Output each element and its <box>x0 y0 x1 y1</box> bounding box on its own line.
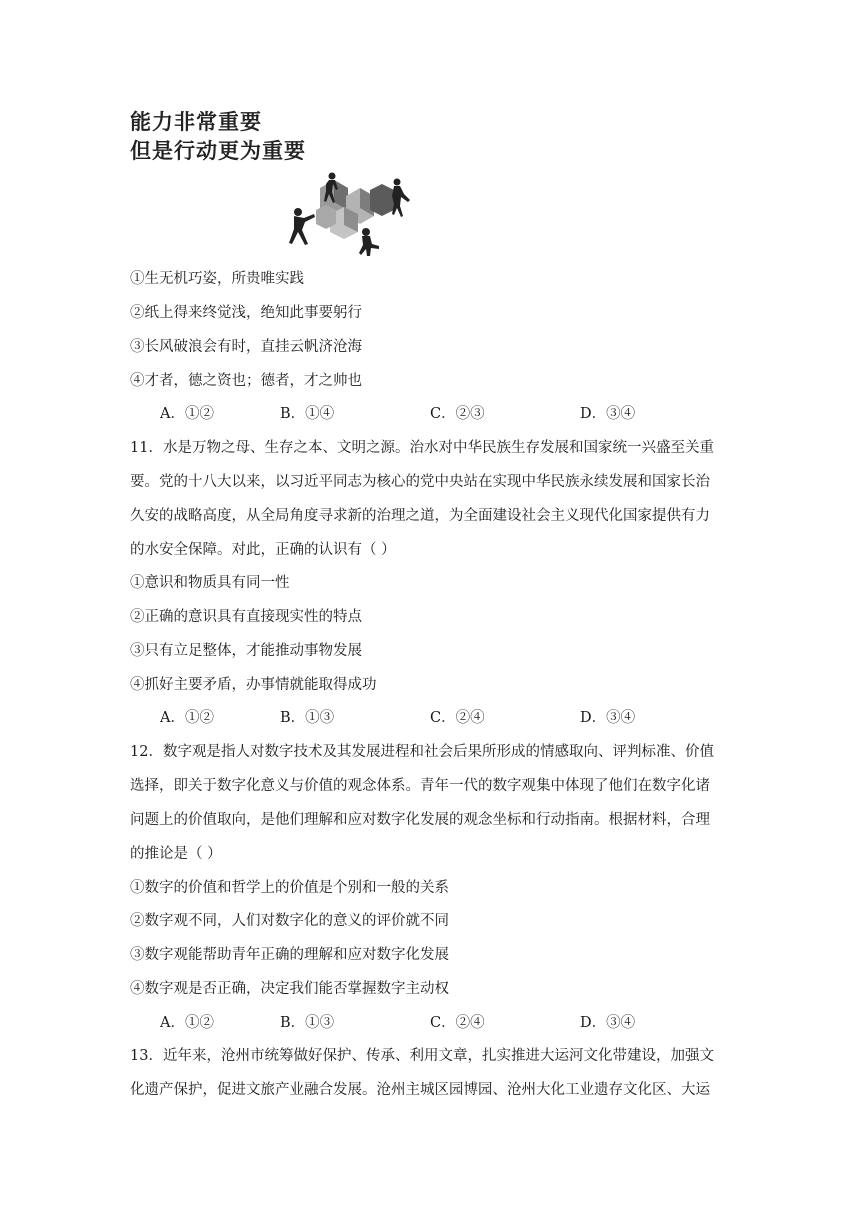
q11-stem-line-2: 要。党的十八大以来，以习近平同志为核心的党中央站在实现中华民族永续发展和国家长治 <box>130 474 710 490</box>
q10-option-c[interactable]: C．②③ <box>430 406 485 422</box>
q12-stem-line-4: 的推论是（ ） <box>130 846 222 862</box>
q11-item-2: ②正确的意识具有直接现实性的特点 <box>130 609 362 625</box>
q12-stem-line-2: 选择，即关于数字化意义与价值的观念体系。青年一代的数字观集中体现了他们在数字化诸 <box>130 778 710 794</box>
q11-stem-line-1: 11．水是万物之母、生存之本、文明之源。治水对中华民族生存发展和国家统一兴盛至关重 <box>130 440 714 456</box>
q11-stem-line-4: 的水安全保障。对此，正确的认识有（ ） <box>130 542 396 558</box>
q10-option-b[interactable]: B．①④ <box>280 406 335 422</box>
q12-option-d[interactable]: D．③④ <box>580 1015 636 1031</box>
q13-stem-line-1: 13．近年来，沧州市统筹做好保护、传承、利用文章，扎实推进大运河文化带建设，加强文 <box>130 1048 714 1064</box>
cartoon-image <box>130 108 430 268</box>
q12-item-4: ④数字观是否正确，决定我们能否掌握数字主动权 <box>130 981 449 997</box>
q10-item-1: ①生无机巧姿，所贵唯实践 <box>130 271 304 287</box>
q12-stem-line-1: 12．数字观是指人对数字技术及其发展进程和社会后果所形成的情感取向、评判标准、价值 <box>130 744 714 760</box>
q12-item-1: ①数字的价值和哲学上的价值是个别和一般的关系 <box>130 880 449 896</box>
q12-option-a[interactable]: A．①② <box>160 1015 214 1031</box>
cartoon-title-line-1: 能力非常重要 <box>130 110 262 134</box>
people-pushing-blocks-illustration <box>280 170 415 262</box>
q13-stem-line-2: 化遗产保护，促进文旅产业融合发展。沧州主城区园博园、沧州大化工业遗存文化区、大运 <box>130 1082 710 1098</box>
q10-option-d[interactable]: D．③④ <box>580 406 636 422</box>
q12-option-c[interactable]: C．②④ <box>430 1015 485 1031</box>
q12-stem-line-3: 问题上的价值取向，是他们理解和应对数字化发展的观念坐标和行动指南。根据材料，合理 <box>130 812 710 828</box>
q12-option-b[interactable]: B．①③ <box>280 1015 335 1031</box>
q11-item-4: ④抓好主要矛盾，办事情就能取得成功 <box>130 677 377 693</box>
q12-item-3: ③数字观能帮助青年正确的理解和应对数字化发展 <box>130 947 449 963</box>
q11-option-c[interactable]: C．②④ <box>430 710 485 726</box>
q11-item-1: ①意识和物质具有同一性 <box>130 575 290 591</box>
q10-item-3: ③长风破浪会有时，直挂云帆济沧海 <box>130 339 362 355</box>
q11-option-d[interactable]: D．③④ <box>580 710 636 726</box>
cartoon-title-line-2: 但是行动更为重要 <box>130 139 306 163</box>
q10-item-2: ②纸上得来终觉浅，绝知此事要躬行 <box>130 305 362 321</box>
q10-option-a[interactable]: A．①② <box>160 406 214 422</box>
q11-item-3: ③只有立足整体，才能推动事物发展 <box>130 643 362 659</box>
q10-item-4: ④才者，德之资也；德者，才之帅也 <box>130 373 362 389</box>
q11-option-b[interactable]: B．①③ <box>280 710 335 726</box>
q11-stem-line-3: 久安的战略高度，从全局角度寻求新的治理之道，为全面建设社会主义现代化国家提供有力 <box>130 508 710 524</box>
q12-item-2: ②数字观不同，人们对数字化的意义的评价就不同 <box>130 913 449 929</box>
q11-option-a[interactable]: A．①② <box>160 710 214 726</box>
